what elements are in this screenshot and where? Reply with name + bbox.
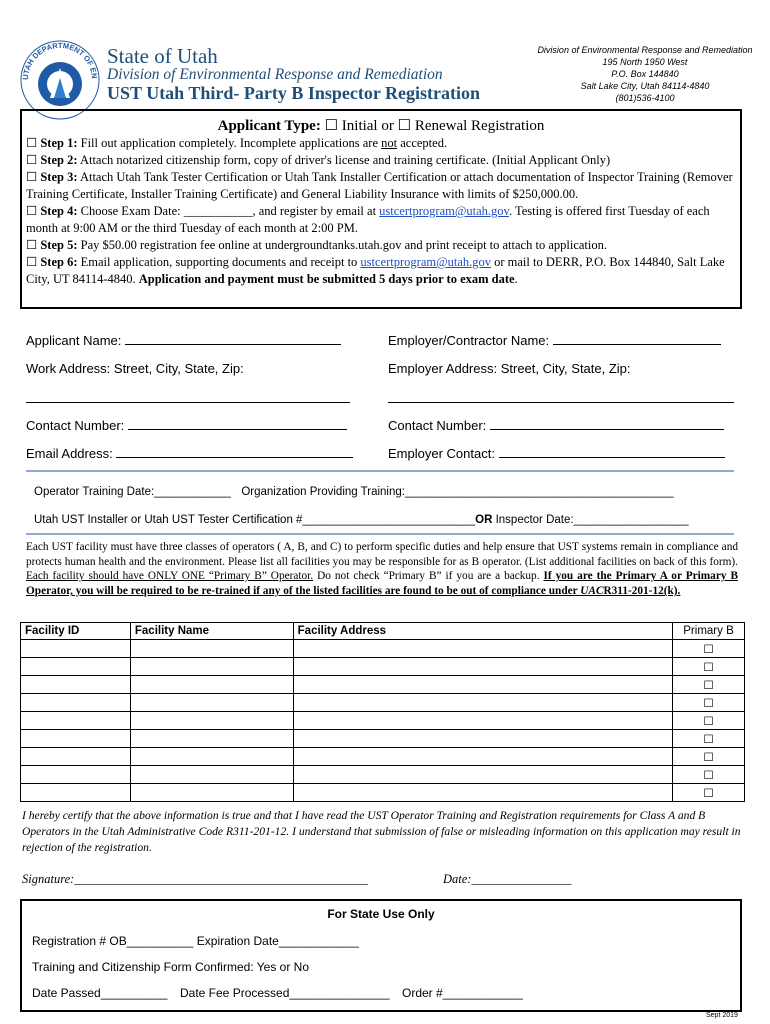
field-label: Contact Number: [388,418,487,433]
step-label: Step 1: [40,136,78,150]
facility-name-cell[interactable] [130,640,293,658]
section-divider [26,470,734,472]
section-divider [26,533,734,535]
facility-address-cell[interactable] [293,676,672,694]
employer-contact-field[interactable] [388,446,725,461]
step-text: . Testing is offered first Tuesday of each month at 9:00 AM or the third Tuesday of each month at 2:00 PM. [26,204,710,235]
address-line: Division of Environmental Response and Remediation [537,45,753,55]
initial-checkbox[interactable]: ☐ [324,118,339,134]
table-row [21,712,745,730]
primary-b-checkbox[interactable]: ☐ [673,730,745,748]
table-row [21,676,745,694]
work-address-line[interactable] [26,402,350,403]
paragraph-warning: If you are the Primary A or Primary B Operator, you will be required to be re-trained if any of the listed facilities are found to be out of compliance under [26,570,739,598]
primary-b-checkbox[interactable]: ☐ [673,676,745,694]
step-checkbox[interactable]: ☐ [26,238,38,252]
table-row [21,658,745,676]
date-field[interactable]: Date:________________ [443,872,572,886]
step-checkbox[interactable]: ☐ [26,170,38,184]
step-checkbox[interactable]: ☐ [26,153,38,167]
paragraph-warning-code: UAC [580,585,604,598]
facility-name-cell[interactable] [130,748,293,766]
employer-contact-number-field[interactable] [388,418,724,433]
contact-number-field[interactable] [26,418,347,433]
step-6 [26,254,738,288]
facility-id-cell[interactable] [21,712,131,730]
employer-address-field: Employer Address: Street, City, State, Zip: [388,361,631,376]
facility-address-cell[interactable] [293,730,672,748]
installer-cert-field[interactable]: Utah UST Installer or Utah UST Tester Certification #___________________________ [34,514,476,526]
facility-name-cell[interactable] [130,712,293,730]
steps-list [26,135,738,288]
state-title: State of Utah [107,44,218,68]
work-address-field: Work Address: Street, City, State, Zip: [26,361,244,376]
training-row [34,486,674,498]
step-checkbox[interactable]: ☐ [26,204,38,218]
date-fee-field[interactable]: Date Fee Processed_______________ [180,986,390,1000]
table-row [21,730,745,748]
paragraph-underline: Each facility should have ONLY ONE “Primary B” Operator. [26,570,314,583]
primary-b-checkbox[interactable]: ☐ [673,694,745,712]
table-row [21,748,745,766]
division-address [530,44,760,104]
facility-id-cell[interactable] [21,730,131,748]
facility-name-cell[interactable] [130,730,293,748]
date-passed-field[interactable]: Date Passed__________ [32,986,168,1000]
facility-address-cell[interactable] [293,658,672,676]
table-row [21,640,745,658]
step-text: Pay $50.00 registration fee online at undergroundtanks.utah.gov and print receipt to attach to application. [80,238,607,252]
step-4 [26,203,738,237]
email-address-field[interactable] [26,446,353,461]
col-primary-b: Primary B [673,623,745,640]
renewal-option-label: Renewal Registration [414,118,545,134]
field-line[interactable] [490,418,724,430]
employer-address-line[interactable] [388,402,734,403]
footer-date: Sept 2019 [706,1012,738,1019]
step-text: accepted. [397,136,448,150]
inspector-date-field[interactable]: Inspector Date:__________________ [492,514,689,526]
facility-address-cell[interactable] [293,784,672,802]
facility-id-cell[interactable] [21,766,131,784]
step-text: Attach Utah Tank Tester Certification or Utah Tank Installer Certification or attach documentation of Inspector Training (Remover Training Certificate, Installer Training Certificate) and General Liability Insurance with limits of $250,000.00. [26,170,733,201]
training-confirmed-field[interactable]: Training and Citizenship Form Confirmed: Yes or No [32,960,310,974]
svg-text:UTAH DEPARTMENT OF ENVIRONMENT: UTAH DEPARTMENT OF EN [20,40,100,81]
field-line[interactable] [116,446,353,458]
field-label: Applicant Name: [26,333,122,348]
col-facility-address: Facility Address [293,623,672,640]
col-facility-id: Facility ID [21,623,131,640]
step-text: Attach notarized citizenship form, copy of driver's license and training certificate. (Initial Applicant Only) [79,153,611,167]
state-use-title: For State Use Only [327,907,435,921]
employer-name-field[interactable] [388,333,721,348]
facility-id-cell[interactable] [21,784,131,802]
step-1 [26,135,738,152]
step-text: or mail to DERR, P.O. Box 144840, Salt Lake City, UT 84114-4840. [26,255,725,286]
table-row [21,694,745,712]
step-checkbox[interactable]: ☐ [26,136,38,150]
registration-field[interactable]: Registration # OB__________ Expiration Date____________ [32,934,359,948]
org-training-field[interactable]: Organization Providing Training:__________________________________________ [241,486,674,498]
field-label: Employer/Contractor Name: [388,333,550,348]
primary-b-checkbox[interactable]: ☐ [673,640,745,658]
applicant-name-field[interactable] [26,333,341,348]
step-label: Step 6: [40,255,78,269]
primary-b-checkbox[interactable]: ☐ [673,766,745,784]
step-text: Fill out application completely. Incomplete applications are [80,136,382,150]
facility-id-cell[interactable] [21,676,131,694]
facility-address-cell[interactable] [293,766,672,784]
paragraph-warning-end: R311-201-12(k). [603,585,681,598]
address-line: Salt Lake City, Utah 84114-4840 [580,81,710,91]
facility-id-cell[interactable] [21,694,131,712]
paragraph-text: Do not check “Primary B” if you are a backup. [313,570,544,583]
initial-option-label: Initial or [341,118,394,134]
step-text: Email application, supporting documents and receipt to [80,255,361,269]
step-5 [26,237,738,254]
facility-table-body [21,640,745,802]
facility-address-cell[interactable] [293,640,672,658]
address-line: (801)536-4100 [615,93,675,103]
facility-name-cell[interactable] [130,658,293,676]
facility-address-cell[interactable] [293,712,672,730]
primary-b-checkbox[interactable]: ☐ [673,712,745,730]
step-label: Step 2: [40,153,78,167]
facility-name-cell[interactable] [130,676,293,694]
field-label: Email Address: [26,446,113,461]
primary-b-checkbox[interactable]: ☐ [673,784,745,802]
facility-id-cell[interactable] [21,640,131,658]
facility-id-cell[interactable] [21,748,131,766]
facility-address-cell[interactable] [293,694,672,712]
address-line: P.O. Box 144840 [611,69,679,79]
table-row [21,784,745,802]
field-line[interactable] [499,446,725,458]
applicant-type-row [20,116,742,135]
email-link[interactable]: ustcertprogram@utah.gov [360,255,491,269]
facility-name-cell[interactable] [130,784,293,802]
table-header-row [21,623,745,640]
field-line[interactable] [128,418,347,430]
division-title: Division of Environmental Response and Remediation [107,66,443,83]
col-facility-name: Facility Name [130,623,293,640]
order-field[interactable]: Order #____________ [402,986,523,1000]
step-checkbox[interactable]: ☐ [26,255,38,269]
applicant-type-label: Applicant Type: [217,118,321,134]
field-label: Employer Contact: [388,446,495,461]
step-label: Step 3: [40,170,78,184]
certification-row [34,514,689,526]
facility-name-cell[interactable] [130,766,293,784]
certification-statement: I hereby certify that the above information is true and that I have read the UST Operator Training and Registration requirements for Class A and B Operators in the Utah Administrative Code R311-201-12. I understand that submission of false or misleading information on this application may result in rejection of the registration. [22,809,741,854]
facility-table [20,622,745,802]
field-line[interactable] [553,333,721,345]
facility-id-cell[interactable] [21,658,131,676]
table-row [21,766,745,784]
facility-name-cell[interactable] [130,694,293,712]
primary-b-checkbox[interactable]: ☐ [673,748,745,766]
step-2 [26,152,738,169]
step-deadline: Application and payment must be submitted 5 days prior to exam date [138,272,515,286]
field-label: Contact Number: [26,418,125,433]
signature-field[interactable]: Signature:_______________________________________________ [22,872,369,886]
form-title: UST Utah Third- Party B Inspector Registration [107,83,481,103]
primary-b-checkbox[interactable]: ☐ [673,658,745,676]
step-label: Step 4: [40,204,78,218]
step-text-not: not [381,136,398,150]
or-label: OR [475,514,493,526]
facility-address-cell[interactable] [293,748,672,766]
renewal-checkbox[interactable]: ☐ [397,118,412,134]
step-text: Choose Exam Date: ___________, and register by email at [80,204,380,218]
email-link[interactable]: ustcertprogram@utah.gov [379,204,509,218]
step-3 [26,169,738,203]
field-line[interactable] [125,333,341,345]
address-line: 195 North 1950 West [602,57,688,67]
paragraph-text: Each UST facility must have three classes of operators ( A, B, and C) to perform specific duties and help ensure that UST systems remain in compliance and protects human health and the environment. Please list all facilities you may be responsible for as B operator. (List additional facilities on back of this form). [26,541,738,568]
step-label: Step 5: [40,238,78,252]
step-text: . [514,272,518,286]
operator-training-date-field[interactable]: Operator Training Date:____________ [34,486,231,498]
operators-paragraph [26,540,738,599]
